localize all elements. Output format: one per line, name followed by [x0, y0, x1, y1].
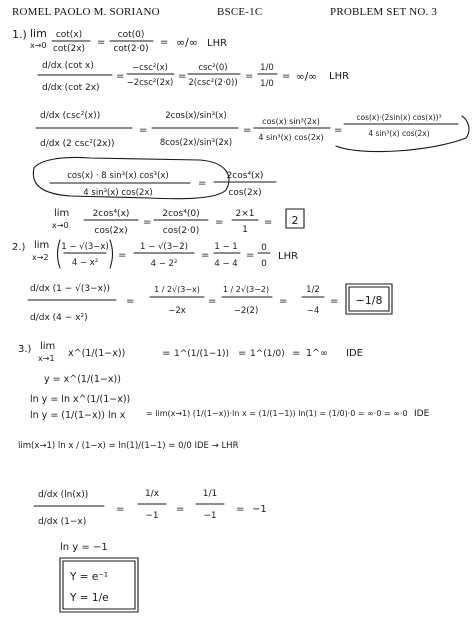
frac-den: −4	[306, 306, 320, 316]
svg-text:=: =	[246, 250, 255, 261]
problem-2	[12, 240, 392, 323]
frac-num: −csc²(x)	[132, 63, 168, 73]
frac-den: 2(csc²(2·0))	[188, 78, 238, 88]
svg-text:=: =	[139, 125, 148, 136]
deriv-den: d/dx (cot 2x)	[42, 83, 100, 93]
frac-num: 2×1	[235, 209, 255, 219]
frac-num: 1 − √(3−x)	[61, 242, 109, 252]
frac-den: 1	[242, 225, 248, 235]
svg-text:=: =	[334, 125, 343, 136]
problem-2-number: 2.)	[12, 242, 26, 253]
svg-text:=: =	[245, 71, 254, 82]
eval-step: 1^(1/(1−1))	[174, 349, 230, 359]
svg-text:=: =	[118, 250, 127, 261]
frac-den: 0	[261, 259, 267, 269]
frac-num: 2cos⁴(0)	[162, 209, 200, 219]
svg-text:=: =	[126, 296, 135, 307]
svg-text:=: =	[215, 217, 224, 228]
svg-text:=: =	[292, 348, 301, 359]
problem-1	[12, 27, 469, 236]
frac-den: cos(2·0)	[162, 226, 200, 236]
frac-den: cot(2·0)	[113, 44, 149, 54]
svg-text:=: =	[236, 504, 245, 515]
frac-den: −1	[145, 511, 159, 521]
deriv-den: d/dx (2 csc²(2x))	[40, 139, 115, 149]
ln-line: ln y = ln x^(1/(1−x))	[30, 394, 131, 405]
frac-den: 4 sin³(x) cos(2x)	[258, 133, 324, 142]
ln-line: ln y = (1/(1−x)) ln x	[30, 410, 126, 421]
frac-den: −2(2)	[233, 306, 259, 316]
frac-num: 1/1	[202, 489, 218, 499]
svg-text:=: =	[178, 71, 187, 82]
svg-text:=: =	[176, 504, 185, 515]
frac-den: cos(2x)	[228, 188, 262, 198]
frac-num: 1/0	[260, 63, 274, 73]
deriv-den: d/dx (4 − x²)	[30, 313, 88, 323]
lhr-note: LHR	[278, 251, 299, 262]
eval-step: 1^∞	[306, 348, 328, 359]
frac-num: 2cos⁴(x)	[226, 171, 264, 181]
lhr-note: LHR	[329, 71, 350, 82]
problem-3-number: 3.)	[18, 344, 32, 355]
frac-den: 4 − 4	[214, 259, 238, 269]
svg-text:=: =	[116, 71, 125, 82]
frac-num: 1 − √(3−2)	[140, 242, 188, 252]
limit-label: lim	[34, 240, 50, 251]
problem-3	[18, 341, 430, 612]
frac-num: cot(0)	[117, 30, 145, 40]
indeterminate-form: ∞/∞	[176, 36, 199, 49]
ln-limit-lhr: lim(x→1) ln x / (1−x) = ln(1)/(1−1) = 0/0 IDE → LHR	[18, 441, 239, 451]
svg-text:=: =	[279, 296, 288, 307]
limit-expression: x^(1/(1−x))	[68, 348, 126, 359]
svg-text:=: =	[116, 504, 125, 515]
answer-value: −1/8	[355, 294, 383, 307]
deriv-den: d/dx (1−x)	[38, 517, 87, 527]
svg-text:=: =	[143, 217, 152, 228]
lhr-note: LHR	[207, 38, 228, 49]
ide-note: IDE	[414, 409, 430, 419]
problem-set-title: PROBLEM SET NO. 3	[330, 6, 438, 18]
svg-text:=: =	[208, 296, 217, 307]
limit-label: lim	[40, 341, 56, 352]
ln-limit-chain: = lim(x→1) (1/(1−x))·ln x = (1/(1−1)) ln(1) = (1/0)·0 = ∞·0 = ∞·0	[146, 409, 408, 418]
result-value: −1	[252, 504, 267, 515]
limit-sub: x→2	[32, 253, 49, 262]
svg-text:=: =	[97, 37, 106, 48]
frac-num: 1 − 1	[214, 242, 238, 252]
ide-note: IDE	[346, 348, 363, 359]
frac-den: −1	[203, 511, 217, 521]
frac-num: 2cos⁴(x)	[92, 209, 130, 219]
deriv-num: d/dx (csc²(x))	[40, 111, 101, 121]
y-definition: y = x^(1/(1−x))	[44, 374, 121, 385]
lny-result: ln y = −1	[60, 542, 108, 553]
frac-num: cos(x)·(2sin(x) cos(x))³	[356, 113, 442, 122]
svg-text:=: =	[201, 250, 210, 261]
frac-den: 4 sin³(x) cos(2x)	[83, 188, 153, 198]
frac-num: 1/x	[144, 489, 160, 499]
frac-num: 1/2	[306, 285, 320, 295]
indeterminate-form: ∞/∞	[296, 71, 318, 83]
frac-den: 4 − 2²	[150, 259, 178, 269]
frac-den: 1/0	[260, 79, 274, 89]
section-code: BSCE-1C	[217, 6, 263, 18]
frac-den: 4 − x²	[71, 258, 99, 268]
svg-text:=: =	[330, 296, 339, 307]
frac-den: −2x	[168, 306, 186, 316]
svg-text:=: =	[264, 217, 273, 228]
frac-num: csc²(0)	[198, 63, 228, 73]
eval-step: 1^(1/0)	[250, 349, 285, 359]
frac-num: 1 / 2√(3−x)	[154, 285, 200, 294]
frac-num: cos(x) sin³(2x)	[262, 117, 320, 126]
frac-num: cos(x) · 8 sin³(x) cos³(x)	[67, 171, 169, 181]
limit-label: lim	[54, 208, 70, 219]
svg-text:=: =	[238, 348, 247, 359]
frac-den: 4 sin³(x) cos(2x)	[368, 129, 430, 138]
frac-num: cot(x)	[55, 30, 83, 40]
answer-value: Y = e⁻¹	[70, 571, 109, 583]
answer-value: 2	[291, 214, 299, 227]
frac-den: cos(2x)	[94, 226, 128, 236]
limit-sub: x→1	[38, 354, 55, 363]
frac-den: 8cos(2x)/sin³(2x)	[159, 138, 233, 148]
svg-text:=: =	[243, 125, 252, 136]
frac-num: 1 / 2√(3−2)	[222, 285, 270, 294]
frac-num: 0	[261, 243, 267, 253]
student-name: ROMEL PAOLO M. SORIANO	[12, 6, 160, 18]
limit-sub: x→0	[30, 41, 47, 50]
answer-value: Y = 1/e	[70, 592, 109, 604]
limit-sub: x→0	[52, 221, 69, 230]
frac-den: −2csc²(2x)	[126, 78, 174, 88]
svg-text:=: =	[282, 71, 291, 82]
problem-1-number: 1.)	[12, 28, 27, 41]
svg-text:=: =	[162, 348, 171, 359]
frac-den: cot(2x)	[52, 44, 86, 54]
limit-label: lim	[30, 27, 47, 40]
deriv-num: d/dx (cot x)	[42, 61, 94, 71]
svg-text:=: =	[198, 178, 207, 189]
svg-text:=: =	[160, 37, 169, 48]
deriv-num: d/dx (ln(x))	[38, 490, 89, 500]
frac-num: 2cos(x)/sin³(x)	[165, 111, 227, 121]
deriv-num: d/dx (1 − √(3−x))	[30, 284, 111, 294]
